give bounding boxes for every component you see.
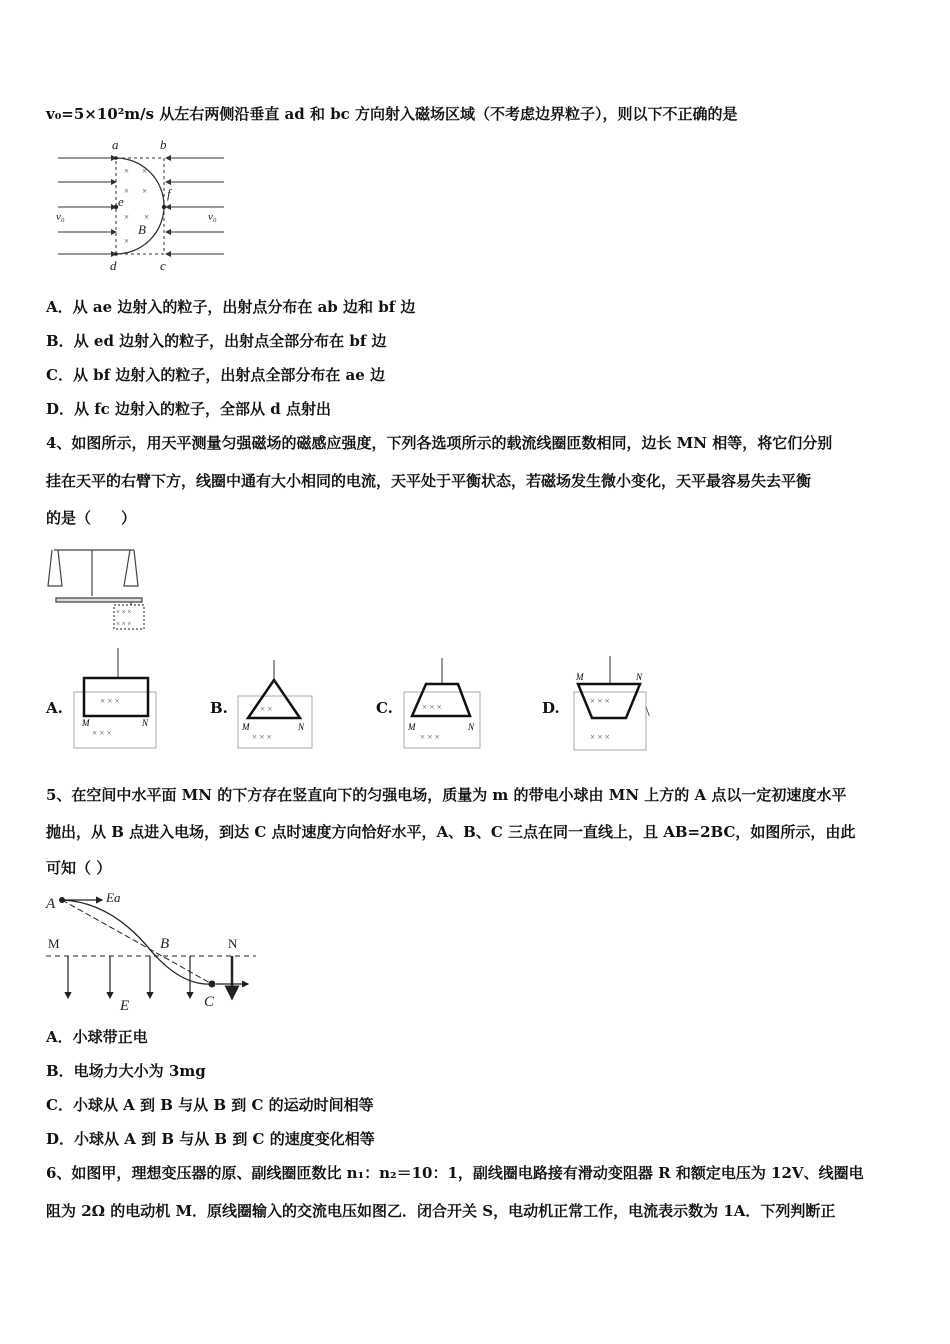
label-A: A: [46, 896, 56, 912]
q4-choice-d-label: D.: [542, 699, 560, 717]
q4-balance-figure: [42, 540, 148, 632]
q4-line-3: 的是（ ）: [46, 509, 137, 527]
q5-option-b: B．电场力大小为 3mg: [46, 1062, 206, 1080]
svg-text:×: ×: [142, 166, 148, 176]
q5-trajectory-figure: [42, 886, 262, 1014]
svg-text:×: ×: [144, 212, 150, 222]
svg-text:× × ×: × × ×: [590, 696, 610, 706]
coil-a-N: N: [142, 718, 149, 728]
svg-text:× × ×: × × ×: [100, 696, 120, 706]
svg-text:×: ×: [142, 186, 148, 196]
q4-line-2: 挂在天平的右臂下方，线圈中通有大小相同的电流，天平处于平衡状态，若磁场发生微小变化，天平最容易失去平衡: [46, 472, 812, 490]
coil-a-M: M: [82, 718, 90, 728]
coil-d-stray-mark: \: [646, 704, 650, 719]
svg-text:×: ×: [124, 212, 130, 222]
label-E: E: [120, 998, 130, 1014]
coil-b-M: M: [242, 722, 250, 732]
coil-b-N: N: [298, 722, 305, 732]
label-C: C: [204, 994, 215, 1010]
svg-text:× × ×: × × ×: [116, 608, 132, 616]
label-M: M: [48, 936, 60, 951]
q5-option-c: C．小球从 A 到 B 与从 B 到 C 的运动时间相等: [46, 1096, 374, 1114]
q5-option-a: A．小球带正电: [46, 1028, 148, 1046]
q3-option-a: A．从 ae 边射入的粒子，出射点分布在 ab 边和 bf 边: [46, 298, 416, 316]
coil-c-N: N: [468, 722, 475, 732]
q5-option-d: D．小球从 A 到 B 与从 B 到 C 的速度变化相等: [46, 1130, 375, 1148]
label-v0-right: v₀: [208, 211, 217, 223]
q4-coil-c: [402, 658, 484, 752]
label-f: f: [167, 186, 171, 201]
svg-text:×: ×: [124, 236, 130, 246]
q3-field-figure: [52, 136, 232, 276]
label-b: b: [160, 137, 167, 152]
q3-option-d: D．从 fc 边射入的粒子，全部从 d 点射出: [46, 400, 331, 418]
q4-line-1: 4、如图所示，用天平测量匀强磁场的磁感应强度，下列各选项所示的载流线圈匝数相同，边长 MN 相等，将它们分别: [46, 434, 833, 452]
svg-text:× × ×: × × ×: [252, 732, 272, 742]
svg-text:× × ×: × × ×: [590, 732, 610, 742]
coil-d-N: N: [636, 672, 643, 682]
label-c: c: [160, 258, 166, 273]
q6-line-2: 阻为 2Ω 的电动机 M．原线圈输入的交流电压如图乙．闭合开关 S，电动机正常工作，电流表示数为 1A．下列判断正: [46, 1202, 836, 1220]
svg-text:× ×: × ×: [260, 704, 273, 714]
label-Ea: Ea: [106, 890, 121, 905]
q3-option-b: B．从 ed 边射入的粒子，出射点全部分布在 bf 边: [46, 332, 387, 350]
label-v0-left: v₀: [56, 211, 65, 223]
svg-text:× × ×: × × ×: [92, 728, 112, 738]
q3-option-c: C．从 bf 边射入的粒子，出射点全部分布在 ae 边: [46, 366, 386, 384]
q4-coil-d: [568, 656, 660, 752]
svg-text:×: ×: [124, 186, 130, 196]
q5-line-1: 5、在空间中水平面 MN 的下方存在竖直向下的匀强电场，质量为 m 的带电小球由 MN 上方的 A 点以一定初速度水平: [46, 786, 847, 804]
label-B: B: [138, 222, 146, 237]
label-N: N: [228, 936, 238, 951]
q5-line-2: 抛出，从 B 点进入电场，到达 C 点时速度方向恰好水平，A、B、C 三点在同一直线上，且 AB=2BC，如图所示，由此: [46, 823, 856, 841]
svg-text:× × ×: × × ×: [420, 732, 440, 742]
svg-text:×: ×: [124, 166, 130, 176]
q3-stem-tail: v₀=5×10²m/s 从左右两侧沿垂直 ad 和 bc 方向射入磁场区域（不考虑边界粒子），则以下不正确的是: [46, 105, 738, 123]
coil-c-M: M: [408, 722, 416, 732]
label-B5: B: [160, 936, 170, 952]
label-d: d: [110, 258, 117, 273]
q6-line-1: 6、如图甲，理想变压器的原、副线圈匝数比 n₁：n₂＝10：1，副线圈电路接有滑动变阻器 R 和额定电压为 12V、线圈电: [46, 1164, 864, 1182]
label-e: e: [118, 194, 124, 209]
q4-choice-a-label: A.: [46, 699, 63, 717]
coil-d-M: M: [576, 672, 584, 682]
q4-coil-b: [236, 660, 316, 752]
q4-coil-a: [72, 648, 162, 752]
q4-choice-c-label: C.: [376, 699, 393, 717]
q5-line-3: 可知（ ）: [46, 859, 112, 877]
svg-text:× × ×: × × ×: [116, 620, 132, 628]
q4-choice-b-label: B.: [210, 699, 228, 717]
svg-text:× × ×: × × ×: [422, 702, 442, 712]
label-a: a: [112, 137, 119, 152]
